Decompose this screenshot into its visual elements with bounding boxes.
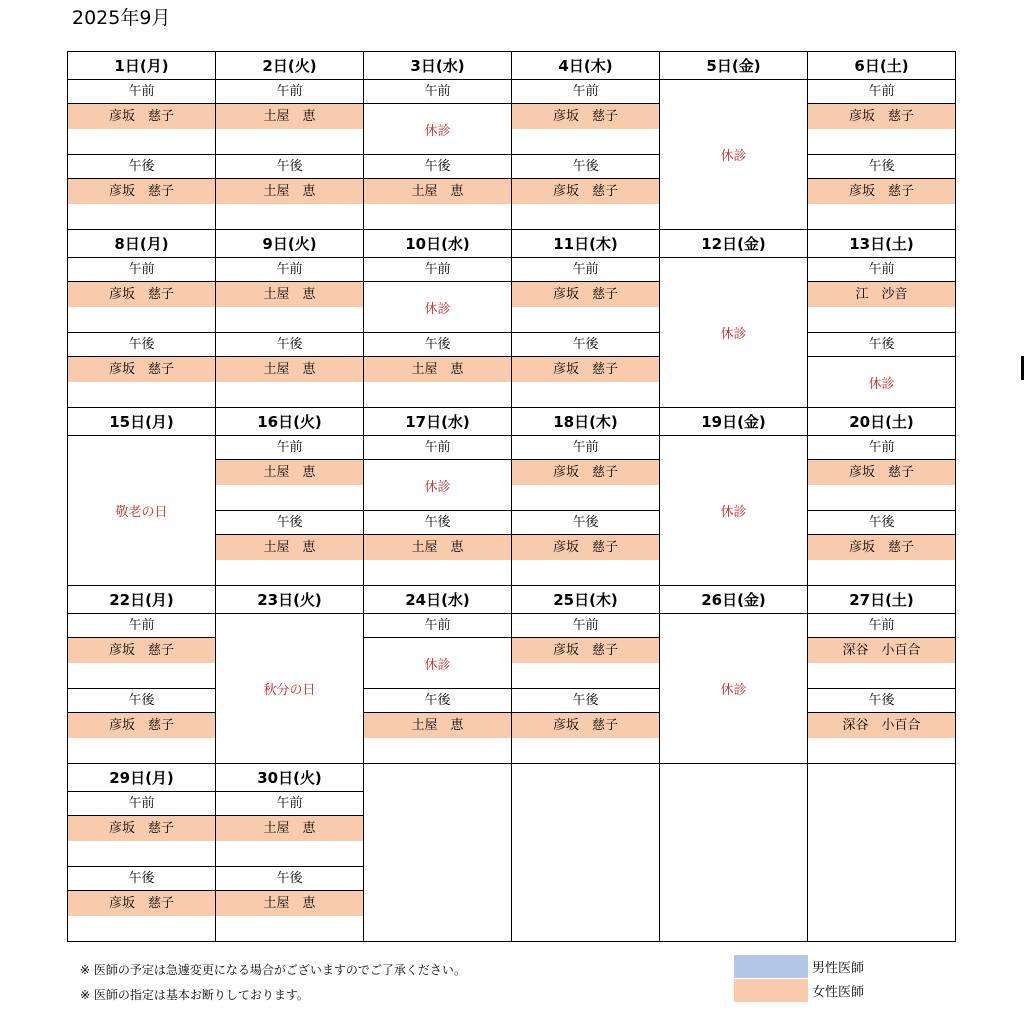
day-content bbox=[216, 230, 363, 407]
afternoon-slot bbox=[808, 688, 955, 763]
week-row bbox=[68, 586, 956, 764]
morning-slot bbox=[216, 792, 363, 866]
closed-day-label: 休診 bbox=[720, 505, 747, 520]
day-header: 4日(木) bbox=[512, 52, 659, 80]
afternoon-slot bbox=[364, 510, 511, 585]
afternoon-label: 午後 bbox=[216, 333, 363, 357]
day-content bbox=[660, 230, 807, 407]
day-header: 6日(土) bbox=[808, 52, 955, 80]
afternoon-slot bbox=[364, 332, 511, 407]
afternoon-slot bbox=[68, 154, 215, 229]
afternoon-slot bbox=[68, 866, 215, 941]
morning-label: 午前 bbox=[808, 614, 955, 638]
doctor-name: 土屋 恵 bbox=[216, 816, 363, 841]
day-header: 30日(火) bbox=[216, 764, 363, 792]
morning-slot bbox=[512, 614, 659, 688]
day-body bbox=[808, 80, 955, 229]
day-header: 3日(水) bbox=[364, 52, 511, 80]
doctor-name: 彦坂 慈子 bbox=[68, 357, 215, 382]
day-cell bbox=[660, 586, 808, 764]
legend-row-male bbox=[734, 954, 864, 978]
day-body bbox=[68, 614, 215, 763]
day-content bbox=[68, 408, 215, 585]
afternoon-slot bbox=[216, 154, 363, 229]
day-cell bbox=[808, 230, 956, 408]
day-cell bbox=[68, 408, 216, 586]
afternoon-label: 午後 bbox=[68, 155, 215, 179]
day-body bbox=[68, 792, 215, 941]
afternoon-slot bbox=[364, 688, 511, 763]
day-header: 16日(火) bbox=[216, 408, 363, 436]
afternoon-slot bbox=[216, 866, 363, 941]
doctor-name: 土屋 恵 bbox=[216, 535, 363, 560]
morning-slot bbox=[512, 258, 659, 332]
doctor-name: 彦坂 慈子 bbox=[808, 179, 955, 204]
day-body bbox=[68, 436, 215, 585]
morning-label: 午前 bbox=[216, 792, 363, 816]
day-body bbox=[364, 436, 511, 585]
day-header: 1日(月) bbox=[68, 52, 215, 80]
day-body bbox=[660, 614, 807, 763]
day-content bbox=[808, 52, 955, 229]
afternoon-slot bbox=[808, 154, 955, 229]
day-header: 27日(土) bbox=[808, 586, 955, 614]
closed-day-label: 敬老の日 bbox=[115, 505, 168, 520]
day-cell bbox=[68, 230, 216, 408]
day-cell bbox=[512, 586, 660, 764]
morning-label: 午前 bbox=[216, 80, 363, 104]
afternoon-label: 午後 bbox=[364, 155, 511, 179]
morning-label: 午前 bbox=[364, 436, 511, 460]
week-row bbox=[68, 230, 956, 408]
schedule-calendar bbox=[67, 51, 956, 942]
day-body bbox=[808, 436, 955, 585]
day-cell bbox=[808, 586, 956, 764]
day-cell bbox=[512, 764, 660, 942]
day-content bbox=[808, 586, 955, 763]
afternoon-slot bbox=[512, 510, 659, 585]
morning-slot bbox=[364, 80, 511, 154]
doctor-name: 彦坂 慈子 bbox=[68, 891, 215, 916]
day-header: 26日(金) bbox=[660, 586, 807, 614]
day-cell bbox=[364, 764, 512, 942]
day-content bbox=[512, 230, 659, 407]
morning-slot bbox=[364, 614, 511, 688]
doctor-name: 彦坂 慈子 bbox=[512, 282, 659, 307]
afternoon-label: 午後 bbox=[808, 155, 955, 179]
legend-swatch-male bbox=[734, 955, 808, 978]
day-cell bbox=[68, 586, 216, 764]
day-cell bbox=[512, 408, 660, 586]
afternoon-label: 午後 bbox=[808, 689, 955, 713]
doctor-name: 土屋 恵 bbox=[216, 891, 363, 916]
doctor-name: 彦坂 慈子 bbox=[68, 638, 215, 663]
day-content bbox=[216, 408, 363, 585]
day-cell bbox=[364, 230, 512, 408]
morning-slot bbox=[808, 614, 955, 688]
day-header: 22日(月) bbox=[68, 586, 215, 614]
morning-label: 午前 bbox=[216, 436, 363, 460]
week-row bbox=[68, 764, 956, 942]
doctor-name: 彦坂 慈子 bbox=[512, 535, 659, 560]
doctor-name: 土屋 恵 bbox=[216, 104, 363, 129]
morning-slot bbox=[364, 258, 511, 332]
doctor-name: 彦坂 慈子 bbox=[68, 179, 215, 204]
morning-slot bbox=[808, 258, 955, 332]
morning-label: 午前 bbox=[512, 258, 659, 282]
day-cell bbox=[216, 408, 364, 586]
day-content bbox=[68, 586, 215, 763]
doctor-name: 彦坂 慈子 bbox=[68, 816, 215, 841]
day-body bbox=[660, 436, 807, 585]
morning-slot bbox=[808, 436, 955, 510]
doctor-name: 土屋 恵 bbox=[216, 179, 363, 204]
doctor-name: 彦坂 慈子 bbox=[68, 713, 215, 738]
doctor-name: 土屋 恵 bbox=[364, 713, 511, 738]
day-cell bbox=[216, 764, 364, 942]
doctor-name: 深谷 小百合 bbox=[808, 638, 955, 663]
day-content bbox=[364, 408, 511, 585]
day-content bbox=[512, 408, 659, 585]
day-body bbox=[216, 80, 363, 229]
day-content bbox=[68, 52, 215, 229]
morning-label: 午前 bbox=[364, 258, 511, 282]
doctor-name: 土屋 恵 bbox=[364, 535, 511, 560]
day-cell bbox=[68, 52, 216, 230]
morning-label: 午前 bbox=[808, 80, 955, 104]
morning-slot bbox=[68, 258, 215, 332]
day-content bbox=[68, 230, 215, 407]
day-cell bbox=[660, 764, 808, 942]
doctor-name: 彦坂 慈子 bbox=[808, 104, 955, 129]
afternoon-label: 午後 bbox=[68, 689, 215, 713]
doctor-name: 彦坂 慈子 bbox=[808, 535, 955, 560]
day-header: 11日(木) bbox=[512, 230, 659, 258]
afternoon-label: 午後 bbox=[364, 689, 511, 713]
day-header: 8日(月) bbox=[68, 230, 215, 258]
day-header: 18日(木) bbox=[512, 408, 659, 436]
day-cell bbox=[68, 764, 216, 942]
day-header: 15日(月) bbox=[68, 408, 215, 436]
closed-day-label: 休診 bbox=[720, 149, 747, 164]
day-body bbox=[216, 258, 363, 407]
morning-slot bbox=[512, 80, 659, 154]
morning-slot bbox=[512, 436, 659, 510]
afternoon-label: 午後 bbox=[68, 867, 215, 891]
closed-label: 休診 bbox=[868, 376, 895, 392]
morning-label: 午前 bbox=[512, 80, 659, 104]
day-header: 12日(金) bbox=[660, 230, 807, 258]
legend-label: 女性医師 bbox=[812, 984, 865, 1000]
morning-slot bbox=[808, 80, 955, 154]
day-header: 10日(水) bbox=[364, 230, 511, 258]
afternoon-label: 午後 bbox=[216, 867, 363, 891]
day-content bbox=[216, 764, 363, 941]
day-cell bbox=[512, 230, 660, 408]
empty-cell bbox=[808, 764, 955, 941]
morning-label: 午前 bbox=[512, 436, 659, 460]
morning-label: 午前 bbox=[808, 258, 955, 282]
afternoon-slot bbox=[216, 510, 363, 585]
morning-label: 午前 bbox=[68, 792, 215, 816]
day-cell bbox=[808, 764, 956, 942]
day-content bbox=[68, 764, 215, 941]
afternoon-slot bbox=[216, 332, 363, 407]
afternoon-label: 午後 bbox=[216, 511, 363, 535]
day-header: 23日(火) bbox=[216, 586, 363, 614]
morning-label: 午前 bbox=[808, 436, 955, 460]
day-cell bbox=[216, 586, 364, 764]
day-header: 24日(水) bbox=[364, 586, 511, 614]
day-cell bbox=[512, 52, 660, 230]
notes bbox=[80, 958, 466, 1008]
afternoon-slot bbox=[68, 688, 215, 763]
day-cell bbox=[660, 230, 808, 408]
doctor-name: 土屋 恵 bbox=[216, 357, 363, 382]
day-content bbox=[660, 52, 807, 229]
doctor-name: 江 沙音 bbox=[808, 282, 955, 307]
doctor-name: 彦坂 慈子 bbox=[512, 713, 659, 738]
morning-slot bbox=[216, 80, 363, 154]
doctor-name: 彦坂 慈子 bbox=[512, 104, 659, 129]
day-header: 2日(火) bbox=[216, 52, 363, 80]
day-body bbox=[216, 614, 363, 763]
day-header: 19日(金) bbox=[660, 408, 807, 436]
morning-label: 午前 bbox=[68, 614, 215, 638]
day-cell bbox=[364, 52, 512, 230]
afternoon-label: 午後 bbox=[512, 333, 659, 357]
closed-day-label: 休診 bbox=[720, 327, 747, 342]
legend-label: 男性医師 bbox=[812, 960, 865, 976]
note-line: ※ 医師の指定は基本お断りしております。 bbox=[80, 988, 309, 1002]
legend bbox=[734, 954, 864, 1002]
day-content bbox=[660, 408, 807, 585]
doctor-name: 彦坂 慈子 bbox=[512, 179, 659, 204]
afternoon-label: 午後 bbox=[808, 511, 955, 535]
legend-swatch-female bbox=[734, 979, 808, 1002]
page-title: 2025年9月 bbox=[72, 7, 171, 29]
day-body bbox=[364, 614, 511, 763]
doctor-name: 彦坂 慈子 bbox=[512, 357, 659, 382]
closed-label: 休診 bbox=[424, 657, 451, 673]
doctor-name: 彦坂 慈子 bbox=[512, 638, 659, 663]
afternoon-slot bbox=[512, 154, 659, 229]
morning-slot bbox=[68, 792, 215, 866]
day-body bbox=[512, 258, 659, 407]
doctor-name: 土屋 恵 bbox=[216, 282, 363, 307]
doctor-name: 彦坂 慈子 bbox=[68, 282, 215, 307]
afternoon-label: 午後 bbox=[216, 155, 363, 179]
day-body bbox=[512, 436, 659, 585]
morning-slot bbox=[364, 436, 511, 510]
day-content bbox=[216, 52, 363, 229]
closed-day-label: 秋分の日 bbox=[263, 683, 316, 698]
day-body bbox=[512, 614, 659, 763]
day-body bbox=[660, 80, 807, 229]
day-cell bbox=[364, 408, 512, 586]
empty-cell bbox=[512, 764, 659, 941]
afternoon-label: 午後 bbox=[364, 511, 511, 535]
morning-label: 午前 bbox=[512, 614, 659, 638]
day-cell bbox=[808, 408, 956, 586]
day-body bbox=[68, 258, 215, 407]
day-header: 25日(木) bbox=[512, 586, 659, 614]
day-body bbox=[364, 258, 511, 407]
morning-label: 午前 bbox=[216, 258, 363, 282]
week-row bbox=[68, 408, 956, 586]
day-cell bbox=[660, 52, 808, 230]
day-content bbox=[808, 230, 955, 407]
day-body bbox=[216, 792, 363, 941]
closed-label: 休診 bbox=[424, 301, 451, 317]
day-cell bbox=[216, 52, 364, 230]
morning-slot bbox=[68, 80, 215, 154]
day-header: 13日(土) bbox=[808, 230, 955, 258]
afternoon-slot bbox=[808, 332, 955, 407]
day-body bbox=[808, 614, 955, 763]
afternoon-label: 午後 bbox=[512, 511, 659, 535]
doctor-name: 土屋 恵 bbox=[216, 460, 363, 485]
closed-day-label: 休診 bbox=[720, 683, 747, 698]
day-cell bbox=[364, 586, 512, 764]
day-body bbox=[808, 258, 955, 407]
note-line: ※ 医師の予定は急遽変更になる場合がございますのでご了承ください。 bbox=[80, 963, 466, 977]
closed-label: 休診 bbox=[424, 479, 451, 495]
day-header: 17日(水) bbox=[364, 408, 511, 436]
day-content bbox=[512, 52, 659, 229]
day-header: 5日(金) bbox=[660, 52, 807, 80]
day-content bbox=[364, 230, 511, 407]
day-header: 29日(月) bbox=[68, 764, 215, 792]
day-content bbox=[512, 586, 659, 763]
doctor-name: 彦坂 慈子 bbox=[68, 104, 215, 129]
day-content bbox=[364, 52, 511, 229]
afternoon-label: 午後 bbox=[364, 333, 511, 357]
afternoon-slot bbox=[512, 332, 659, 407]
closed-label: 休診 bbox=[424, 123, 451, 139]
empty-cell bbox=[364, 764, 511, 941]
legend-row-female bbox=[734, 978, 864, 1002]
morning-label: 午前 bbox=[68, 258, 215, 282]
day-body bbox=[512, 80, 659, 229]
day-body bbox=[216, 436, 363, 585]
doctor-name: 彦坂 慈子 bbox=[808, 460, 955, 485]
afternoon-slot bbox=[364, 154, 511, 229]
afternoon-label: 午後 bbox=[68, 333, 215, 357]
doctor-name: 土屋 恵 bbox=[364, 179, 511, 204]
day-content bbox=[216, 586, 363, 763]
morning-slot bbox=[216, 258, 363, 332]
day-header: 20日(土) bbox=[808, 408, 955, 436]
day-body bbox=[660, 258, 807, 407]
morning-label: 午前 bbox=[364, 80, 511, 104]
morning-slot bbox=[216, 436, 363, 510]
morning-slot bbox=[68, 614, 215, 688]
afternoon-slot bbox=[68, 332, 215, 407]
doctor-name: 深谷 小百合 bbox=[808, 713, 955, 738]
day-body bbox=[364, 80, 511, 229]
afternoon-label: 午後 bbox=[808, 333, 955, 357]
afternoon-label: 午後 bbox=[512, 689, 659, 713]
empty-cell bbox=[660, 764, 807, 941]
day-cell bbox=[660, 408, 808, 586]
week-row bbox=[68, 52, 956, 230]
doctor-name: 土屋 恵 bbox=[364, 357, 511, 382]
afternoon-slot bbox=[512, 688, 659, 763]
day-body bbox=[68, 80, 215, 229]
morning-label: 午前 bbox=[68, 80, 215, 104]
doctor-name: 彦坂 慈子 bbox=[512, 460, 659, 485]
afternoon-label: 午後 bbox=[512, 155, 659, 179]
day-header: 9日(火) bbox=[216, 230, 363, 258]
day-content bbox=[660, 586, 807, 763]
morning-label: 午前 bbox=[364, 614, 511, 638]
afternoon-slot bbox=[808, 510, 955, 585]
day-content bbox=[364, 586, 511, 763]
day-cell bbox=[808, 52, 956, 230]
day-cell bbox=[216, 230, 364, 408]
day-content bbox=[808, 408, 955, 585]
